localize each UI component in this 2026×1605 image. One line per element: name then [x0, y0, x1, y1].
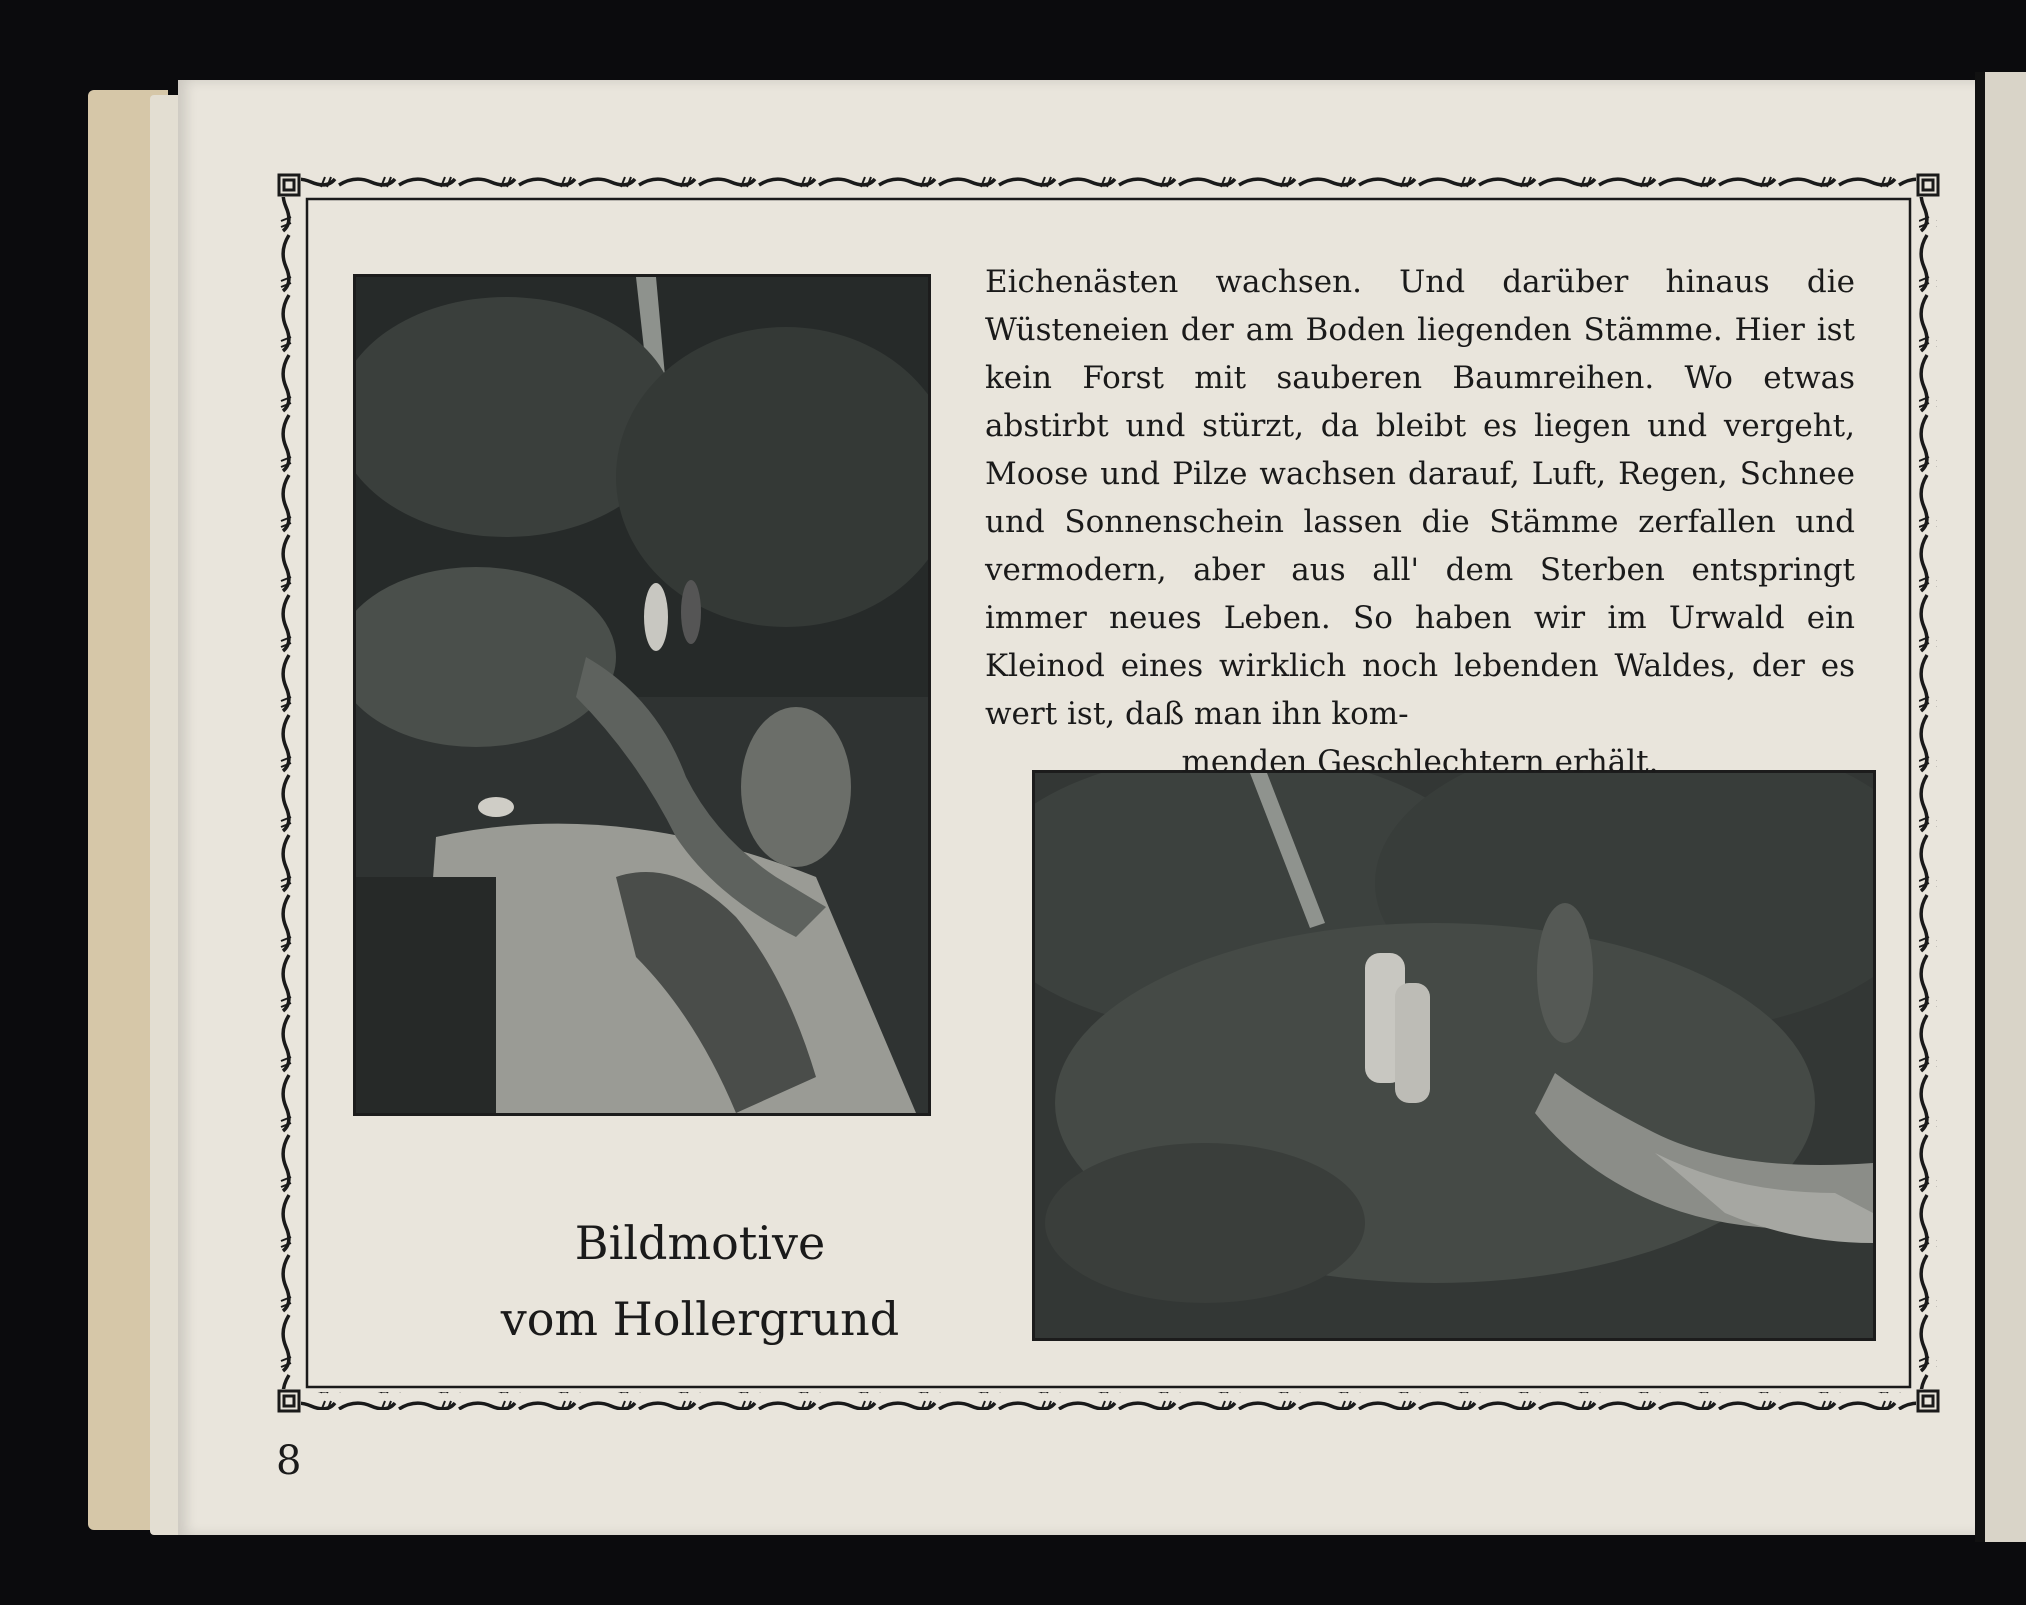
body-paragraph-last-line: menden Geschlechtern erhält.: [1181, 744, 1659, 780]
photo-caption: [420, 1205, 980, 1357]
photo-fallen-trees-image: [1035, 773, 1873, 1338]
body-text: [985, 258, 1855, 786]
photo-forest-trail: [353, 274, 931, 1116]
caption-line-1: Bildmotive: [574, 1216, 826, 1270]
body-paragraph: Eichenästen wachsen. Und darüber hinaus die Wüsteneien der am Boden liegenden Stämme. Hier ist kein Forst mit sauberen Baumreihen. Wo etwas abstirbt und stürzt, da bleibt es liegen und vergeht, Moose und Pilze wachsen darauf, Luft, Regen, Schnee und Sonnenschein lassen die Stämme zerfallen und vermodern, aber aus all' dem Sterben entspringt immer neues Leben. So haben wir im Urwald ein Kleinod eines wirklich noch lebenden Waldes, der es wert ist, daß man ihn kom-: [985, 264, 1855, 732]
caption-line-2: vom Hollergrund: [500, 1292, 900, 1346]
photo-fallen-trees: [1032, 770, 1876, 1341]
facing-page-edge: [1975, 72, 2026, 1542]
page-number: 8: [276, 1438, 302, 1484]
photo-forest-trail-image: [356, 277, 928, 1113]
